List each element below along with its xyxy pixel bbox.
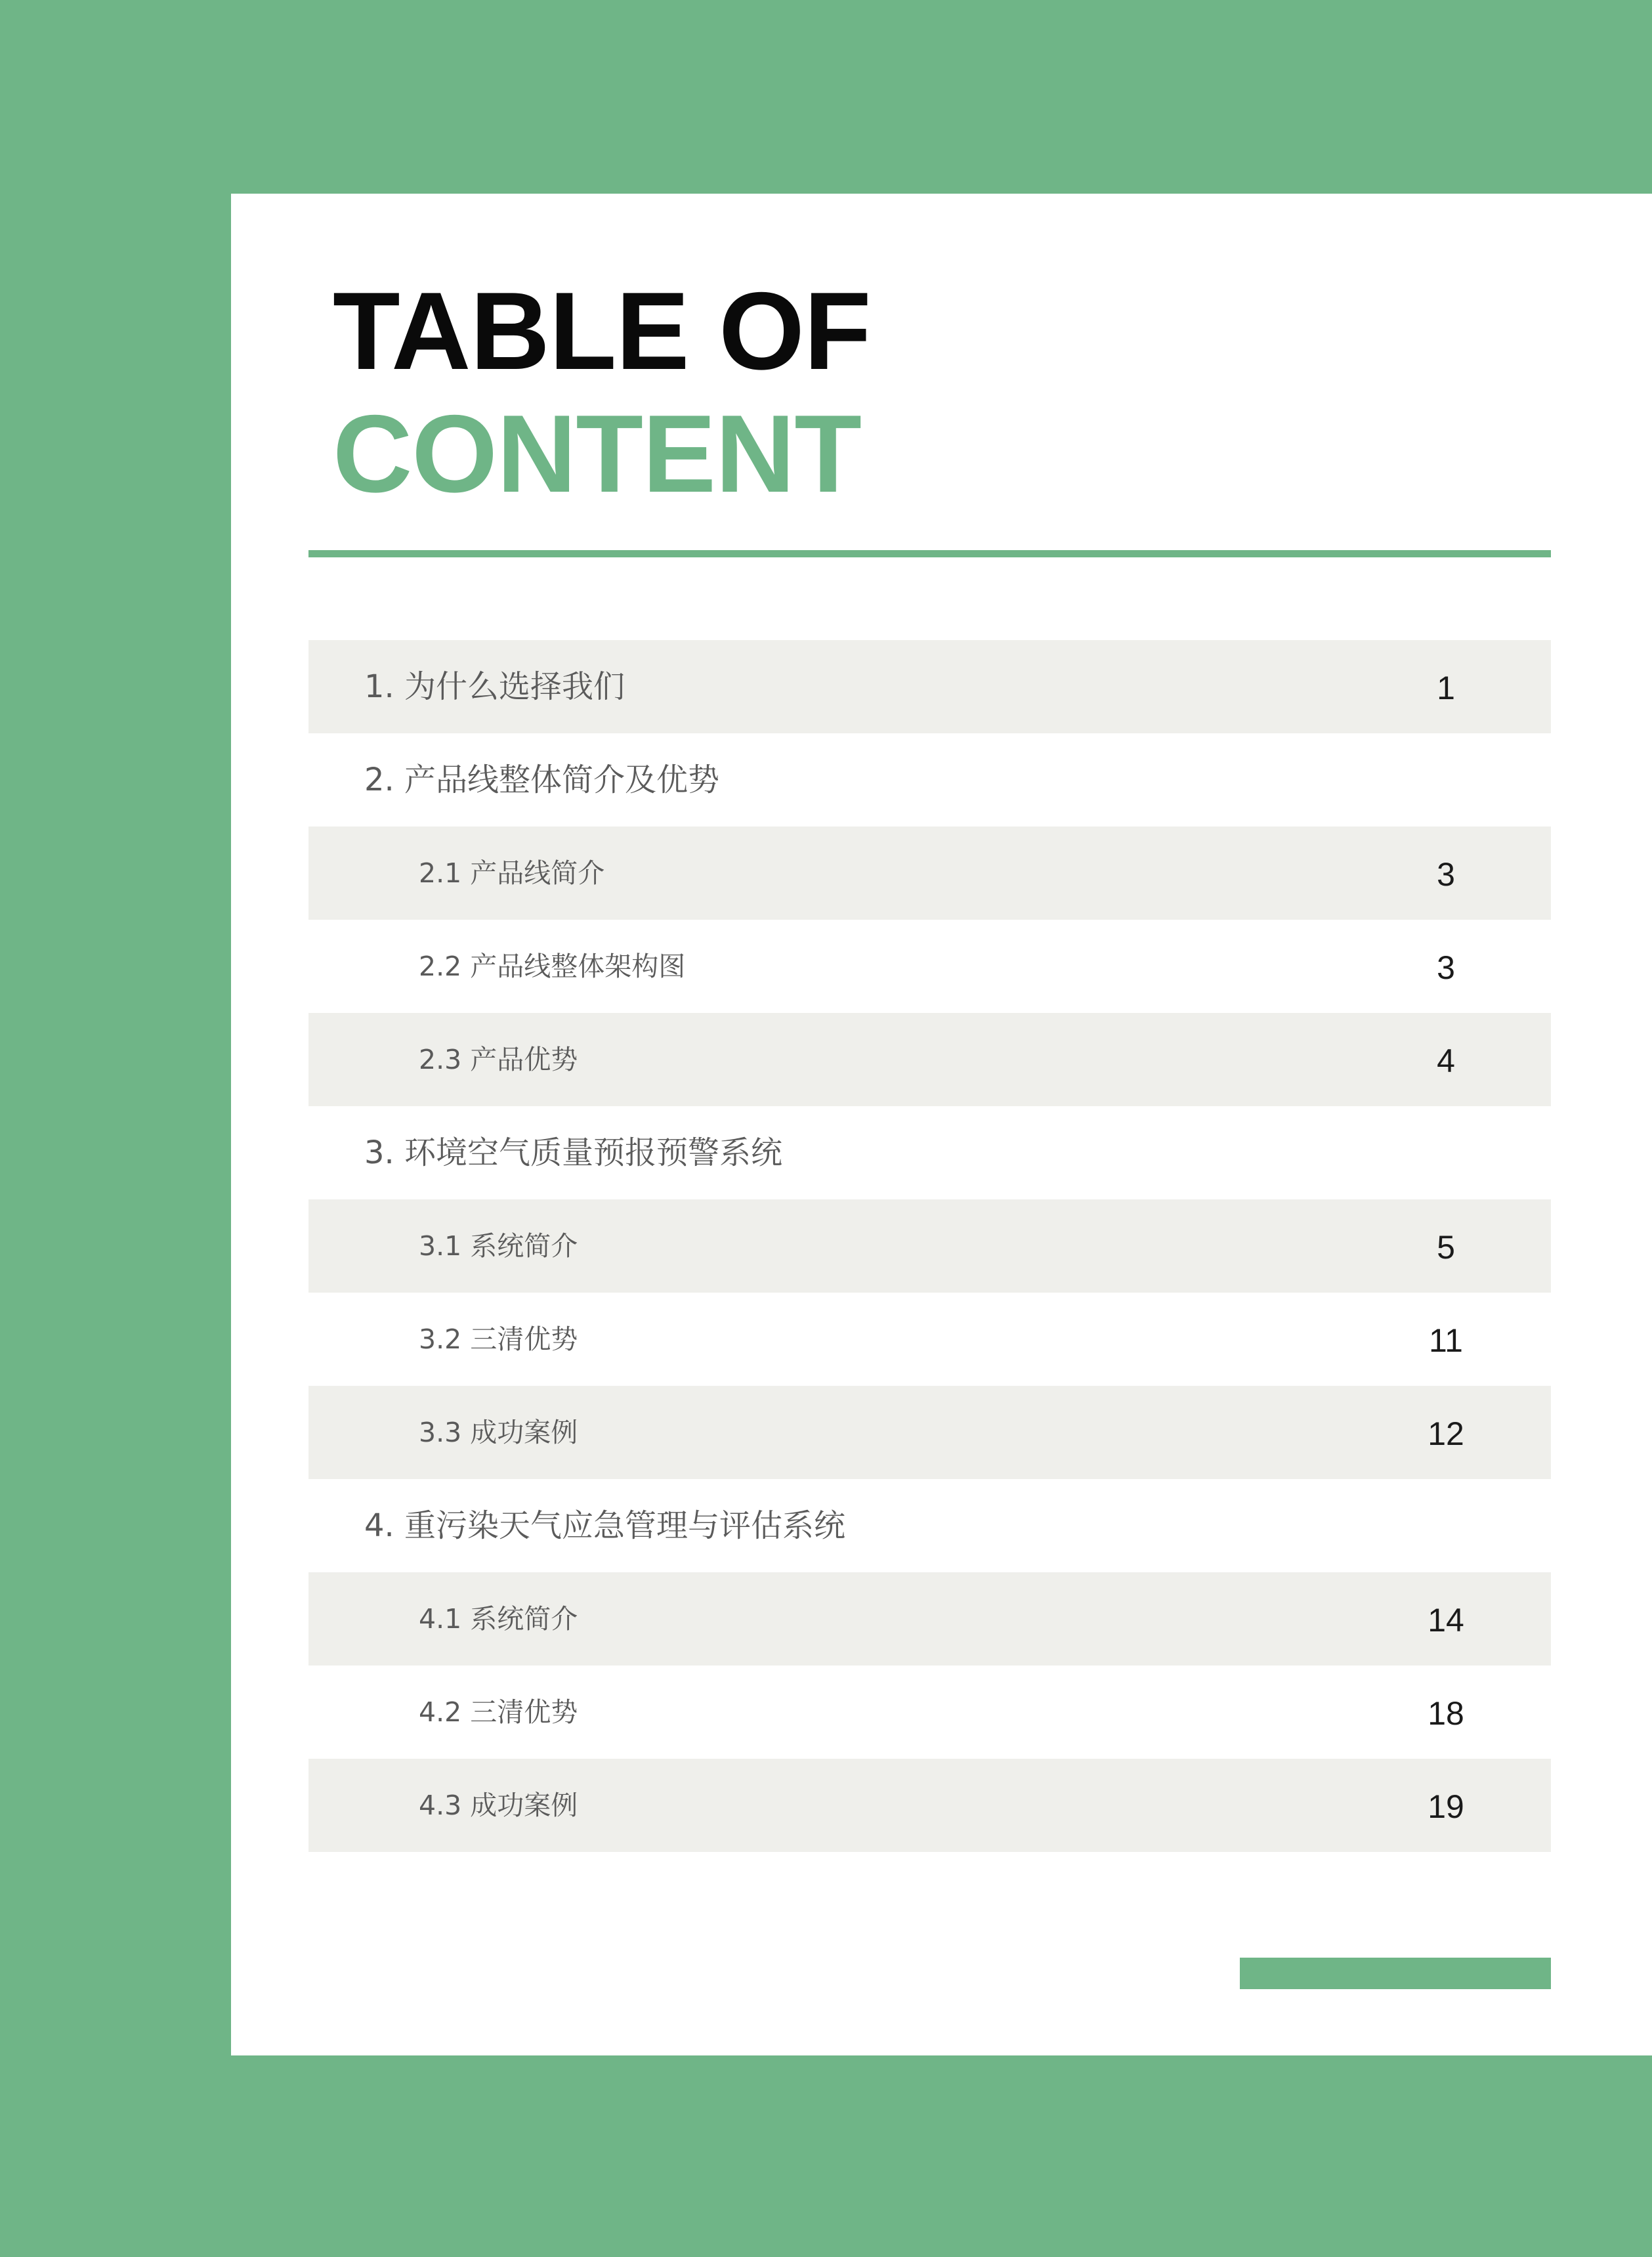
- toc-entry-page: 3: [1437, 949, 1455, 986]
- footer-accent-bar: [1240, 1958, 1551, 1989]
- toc-entry-page: 3: [1437, 856, 1455, 893]
- toc-entry-page: [1400, 1106, 1492, 1199]
- toc-entry-label: 2. 产品线整体简介及优势: [364, 762, 720, 798]
- toc-entry-label: 1. 为什么选择我们: [364, 668, 625, 705]
- toc-entry[interactable]: [308, 733, 1551, 827]
- title-divider: [308, 550, 1551, 557]
- toc-entry[interactable]: [308, 1572, 1551, 1666]
- toc-entry-label: 3.3 成功案例: [419, 1417, 578, 1448]
- toc-entry[interactable]: [308, 1013, 1551, 1106]
- toc-entry[interactable]: [308, 1386, 1551, 1479]
- toc-entry-page: 12: [1428, 1415, 1464, 1452]
- toc-entry-page: 18: [1428, 1695, 1464, 1732]
- toc-entry-page: 19: [1428, 1788, 1464, 1825]
- toc-entry-page: [1400, 733, 1492, 827]
- toc-entry-page: 11: [1429, 1322, 1463, 1359]
- toc-entry-label: 2.2 产品线整体架构图: [419, 951, 686, 982]
- toc-entry[interactable]: [308, 1479, 1551, 1572]
- toc-entry-page: 4: [1437, 1043, 1455, 1079]
- toc-entry-page: 5: [1437, 1229, 1455, 1266]
- toc-entry-label: 4. 重污染天气应急管理与评估系统: [364, 1507, 846, 1544]
- toc-entry[interactable]: [308, 640, 1551, 733]
- toc-entry[interactable]: [308, 827, 1551, 920]
- toc-entry[interactable]: [308, 1199, 1551, 1293]
- toc-entry-label: 4.3 成功案例: [419, 1790, 578, 1821]
- toc-entry[interactable]: [308, 1759, 1551, 1852]
- toc-entry[interactable]: [308, 1666, 1551, 1759]
- title-line-1: TABLE OF: [333, 269, 871, 393]
- toc-entry-label: 3.1 系统简介: [419, 1230, 578, 1262]
- toc-entry-label: 2.1 产品线简介: [419, 857, 605, 889]
- toc-list: [308, 640, 1551, 1852]
- toc-entry-label: 2.3 产品优势: [419, 1044, 578, 1075]
- toc-entry[interactable]: [308, 1106, 1551, 1199]
- toc-entry-label: 4.2 三清优势: [419, 1696, 578, 1728]
- toc-entry-page: 14: [1428, 1602, 1464, 1639]
- toc-entry-label: 3. 环境空气质量预报预警系统: [364, 1134, 783, 1171]
- toc-entry-label: 3.2 三清优势: [419, 1323, 578, 1355]
- toc-entry-page: 1: [1437, 670, 1455, 706]
- toc-page: [231, 194, 1652, 2055]
- toc-entry[interactable]: [308, 1293, 1551, 1386]
- toc-entry-page: [1400, 1479, 1492, 1572]
- title-line-2: CONTENT: [333, 392, 861, 515]
- toc-entry[interactable]: [308, 920, 1551, 1013]
- toc-entry-label: 4.1 系统简介: [419, 1603, 578, 1635]
